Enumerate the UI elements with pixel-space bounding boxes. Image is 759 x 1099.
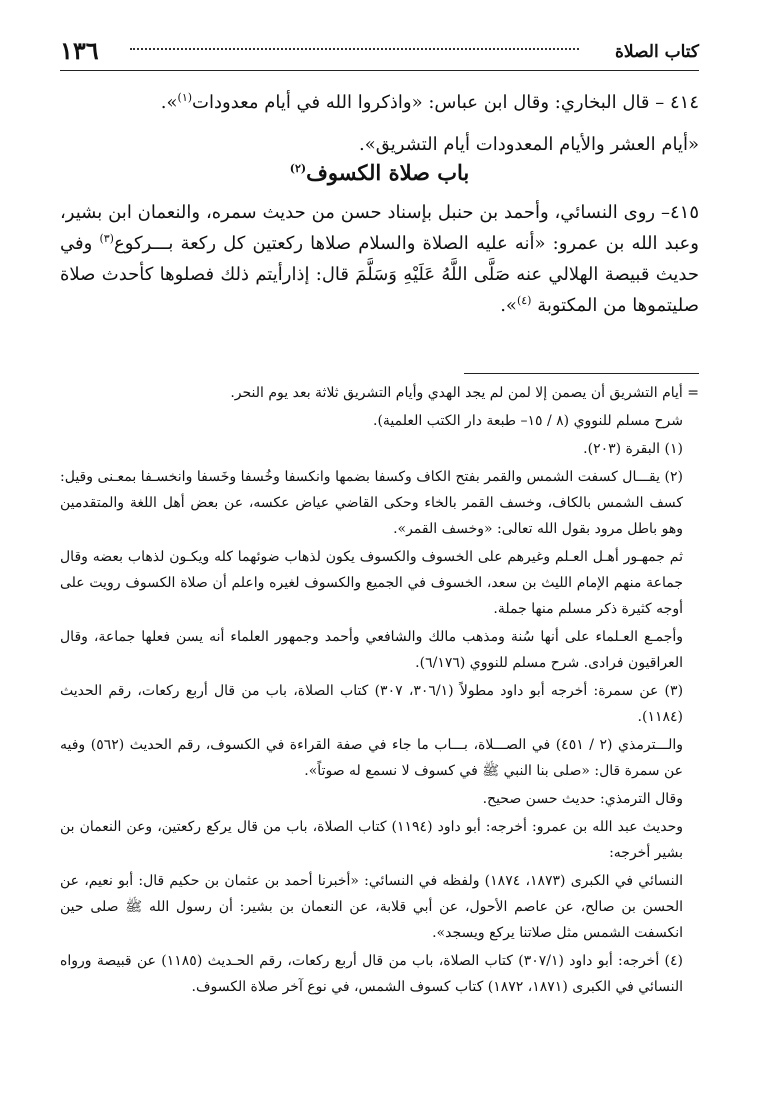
chapter-title: باب صلاة الكسوف$^{(٢)}$ <box>289 160 470 185</box>
footnote-continuation: = أيام التشريق أن يصمن إلا لمن لم يجد الهدي وأيام التشريق ثلاثة بعد يوم النحر. <box>230 385 699 401</box>
footnote-ref-4: (٤) <box>516 294 532 307</box>
footnote-2: (٢) يقـــال كسفت الشمس والقمر بفتح الكاف وكسفا بضمها وانكسفا وخُسفا وخَسفا وانخسـفا بمعـنى وقيل: كسف الشمس بالكاف، وخسف القمر بالخاء وحكى القاضي عياض عكسه، عن بعض أهل اللغة والمتقدمين وهو باطل مرود بقول الله تعالى: «وخسف القمر». <box>60 469 683 537</box>
page-number: ١٣٦ <box>60 36 99 65</box>
footnote-source: شرح مسلم للنووي (٨ / ١٥– طبعة دار الكتب العلمية). <box>373 413 683 429</box>
footnote-2-para3: وأجمـع العـلماء على أنها سُنة ومذهب مالك والشافعي وأحمد وجمهور العلماء أنه يسن فعلها جماعة، وقال العراقيون فرادى. شرح مسلم للنووي (٦/١٧٦). <box>60 629 683 671</box>
footnote-ref-2: (٢) <box>289 162 307 175</box>
hadith-414-line2: «أيام العشر والأيام المعدودات أيام التشريق». <box>359 134 699 155</box>
footnote-ref-1: (١) <box>177 91 193 104</box>
footnote-3-para5: النسائي في الكبرى (١٨٧٣، ١٨٧٤) ولفظه في النسائي: «أخبرنا أحمد بن عثمان بن حكيم قال: أبو نعيم، عن الحسن بن صالح، عن عاصم الأحول، عن أبي قلابة، عن النعمان بن بشير: أن رسول الله ﷺ صلى حين انكسفت الشمس مثل صلاتنا يركع ويسجد». <box>60 873 684 941</box>
footnote-3-para4: وحديث عبد الله بن عمرو: أخرجه: أبو داود (١١٩٤) كتاب الصلاة، باب من قال يركع ركعتين، وعن النعمان بن بشير أخرجه: <box>60 819 683 861</box>
dotted-leader <box>130 48 579 50</box>
footnote-1: (١) البقرة (٢٠٣). <box>583 441 683 457</box>
footnote-3-para2: والـــترمذي (٢ / ٤٥١) في الصـــلاة، بـــاب ما جاء في صفة القراءة في الكسوف، رقم الحديث (٥٦٢) وفيه عن سمرة قال: «صلى بنا النبي ﷺ في كسوف لا نسمع له صوتاً». <box>60 737 684 779</box>
footnote-ref-3: (٣) <box>99 232 114 245</box>
footnote-3: (٣) عن سمرة: أخرجه أبو داود مطولاً (٣٠٦/١، ٣٠٧) كتاب الصلاة، باب من قال أربع ركعات، رقم الحديث (١١٨٤). <box>60 683 684 725</box>
footnotes <box>60 380 699 1002</box>
running-title: كتاب الصلاة <box>614 42 699 62</box>
footnote-3-para3: وقال الترمذي: حديث حسن صحيح. <box>482 791 683 807</box>
hadith-415: ٤١٥– روى النسائي، وأحمد بن حنبل بإسناد حسن من حديث سمره، والنعمان ابن بشير، وعبد الله بن عمرو: «أنه عليه الصلاة والسلام صلاها ركعتين كل ركعة بـــركوع$^{(٣)}$ وفي حديث قبيصة الهلالي عنه صَلَّى اللَّهُ عَلَيْهِ وَسَلَّمَ قال: إذارأيتم ذلك فصلوها كأحدث صلاة صليتموها من المكتوبة $^{(٤)}$». <box>60 202 699 316</box>
footnote-2-para2: ثم جمهـور أهـل العـلم وغيرهم على الخسوف والكسوف يكون لذهاب ضوئهما كله ويكـون لذهاب بعضه وقال جماعة منهم الإمام الليث بن سعد، الخسوف في الجميع والكسوف لغيره واعلم أن صلاة الكسوف رويت على أوجه كثيرة ذكر مسلم منها جملة. <box>60 549 683 617</box>
hadith-414-line1: ٤١٤ – قال البخاري: وقال ابن عباس: «واذكروا الله في أيام معدودات$^{(١)}$». <box>160 91 699 113</box>
footnote-4: (٤) أخرجه: أبو داود (٣٠٧/١) كتاب الصلاة، باب من قال أربع ركعات، رقم الحـديث (١١٨٥) عن قبيصة ورواه النسائي في الكبرى (١٨٧١، ١٨٧٢) كتاب كسوف الشمس، في نوع آخر صلاة الكسوف. <box>60 953 683 995</box>
footnote-separator <box>464 373 699 374</box>
page-header <box>60 32 699 71</box>
